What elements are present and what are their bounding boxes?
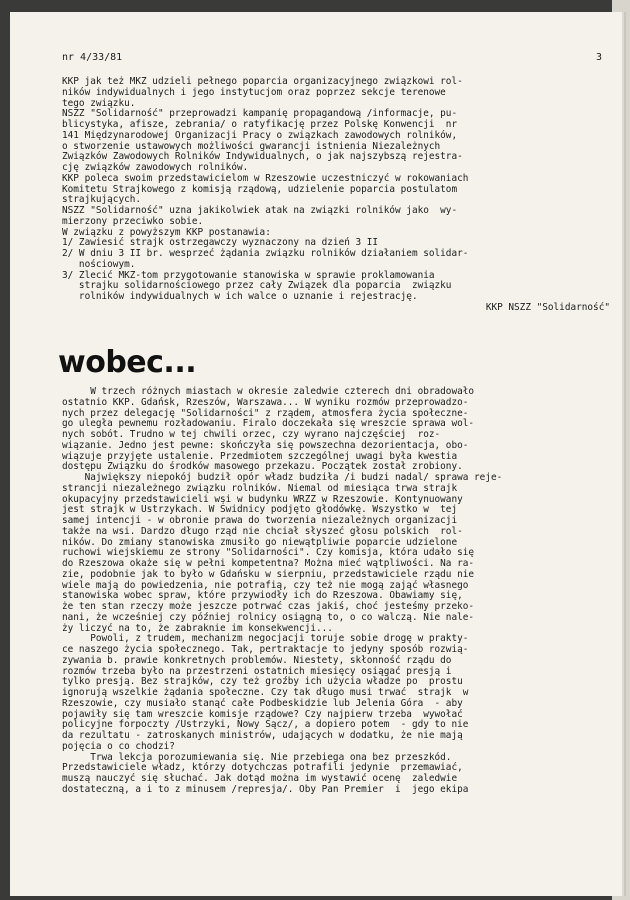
text-line: tego związku. <box>62 97 136 109</box>
text-line: dostępu Związku do środków masowego przekazu. Początek został zrobiony. <box>62 461 463 473</box>
text-line: samej intencji - w obronie prawa do tworzenia niezależnych organizacji <box>62 515 458 526</box>
text-line: da rezultatu - zatroskanych ministrów, udających w dodatku, że nie mają <box>62 730 463 741</box>
text-line: nani, że wcześniej czy później rolnicy osiągną to, o co walczą. Nie nale- <box>62 611 475 623</box>
text-line: KKP jak też MKZ udzieli pełnego poparcia organizacyjnego związkowi rol- <box>62 76 463 87</box>
text-line: 2/ W dniu 3 II br. wesprzeć żądania związku rolników działaniem solidar- <box>62 248 469 259</box>
text-line: W trzech różnych miastach w okresie zaledwie czterech dni obradowało <box>62 386 475 397</box>
text-line: strajkujących. <box>62 194 142 206</box>
text-line: Największy niepokój budził opór władz budziła /i budzi nadal/ sprawa reje- <box>62 472 503 483</box>
article-title: wobec... <box>58 345 197 380</box>
text-line: ruchowi wiejskiemu ze strony "Solidarności". Czy komisja, która udało się <box>62 547 475 559</box>
text-line: W związku z powyższym KKP postanawia: <box>62 226 271 238</box>
text-line: go uległa pewnemu rozładowaniu. Firalo doczekała się wreszcie sprawa wol- <box>62 418 475 430</box>
page-number: 3 <box>595 52 602 63</box>
text-line: ży liczyć na to, że zabraknie im konsekwencji... <box>62 622 333 634</box>
text-line: że ten stan rzeczy może jeszcze potrwać czas jakiś, choć jesteśmy przeko- <box>62 601 475 612</box>
text-line: nych przez delegację "Solidarności" z rządem, atmosfera życia społeczne- <box>62 407 469 419</box>
text-line: wiązanie. Jedno jest pewne: skończyła się powszechna dezorientacja, obo- <box>62 439 469 451</box>
text-line: Komitetu Strajkowego z komisją rządową, udzielenie poparcia postulatom <box>62 183 458 195</box>
text-line: Trwa lekcja porozumiewania się. Nie przebiega ona bez przeszkód. <box>62 751 452 763</box>
text-line: cję związków zawodowych rolników. <box>62 162 249 173</box>
text-line: do Rzeszowa okaże się w pełni kompetentna? Można mieć wątpliwości. Na ra- <box>62 558 475 569</box>
text-line: o stworzenie ustawowych możliwości gwarancji istnienia Niezależnych <box>62 140 441 152</box>
text-line: muszą nauczyć się słuchać. Jak dotąd można im wystawić ocenę zaledwie <box>62 773 458 784</box>
text-line: także na wsi. Dardzo długo rząd nie chciał słyszeć głosu polskich rol- <box>62 525 463 537</box>
text-line: nych sobót. Trudno w tej chwili orzec, czy wyrano najczęściej roz- <box>62 429 441 440</box>
text-line: rolników indywidualnych w ich walce o uznanie i rejestrację. <box>62 291 418 302</box>
text-line: pojawiły się tam wreszcie komisje rządowe? Czy najpierw trzeba wywołać <box>62 708 463 720</box>
text-line: wiązuje przyjęte ustalenie. Przedmiotem szczególnej uwagi była kwestia <box>62 450 458 462</box>
text-line: ostatnio KKP. Gdańsk, Rzeszów, Warszawa... W wyniku rozmów przeprowadzo- <box>62 396 469 408</box>
text-line: Powoli, z trudem, mechanizm negocjacji toruje sobie drogę w prakty- <box>62 633 469 645</box>
text-line: ników indywidualnych i jego instytucjom oraz poprzez sekcje terenowe <box>62 86 446 98</box>
text-line: 141 Międzynarodowej Organizacji Pracy o związkach zawodowych rolników, <box>62 129 458 141</box>
text-line: Przedstawiciele władz, którzy dotychczas potrafili jedynie przemawiać, <box>62 762 463 774</box>
page-header <box>62 52 602 66</box>
text-line: 3/ Zlecić MKZ-tom przygotowanie stanowiska w sprawie proklamowania <box>62 269 435 281</box>
text-line: 1/ Zawiesić strajk ostrzegawczy wyznaczony na dzień 3 II <box>62 237 379 249</box>
text-line: Związków Zawodowych Rolników Indywidualnych, o jak najszybszą rejestra- <box>62 151 463 163</box>
text-line: mierzony przeciwko sobie. <box>62 215 204 227</box>
article-body <box>62 387 610 796</box>
text-line: Rzeszowie, czy musiało stanąć całe Podbeskidzie lub Jelenia Góra - aby <box>62 697 463 709</box>
text-line: policyjne forpoczty /Ustrzyki, Nowy Sącz/, a dopiero potem - gdy to nie <box>62 719 469 731</box>
text-line: okupacyjny przedstawicieli wsi w budynku WRZZ w Rzeszowie. Kontynuowany <box>62 493 463 505</box>
text-line: strancji niezależnego związku rolników. Niemal od miesiąca trwa strajk <box>62 482 458 494</box>
signature: KKP NSZZ "Solidarność" <box>485 301 610 313</box>
text-line: strajku solidarnościowego przez cały Związek dla poparcia związku <box>62 280 452 292</box>
text-line: tylko presją. Bez strajków, czy też groźby ich użycia władze po prostu <box>62 676 463 688</box>
issue-number: nr 4/33/81 <box>62 52 123 63</box>
text-line: nościowym. <box>62 258 136 270</box>
text-line: wiele mają do powiedzenia, nie potrafią, czy też nie mogą zająć własnego <box>62 579 469 591</box>
text-line: ignorują wszelkie żądania społeczne. Czy tak długo musi trwać strajk w <box>62 687 469 698</box>
text-line: zie, podobnie jak to było w Gdańsku w sierpniu, przedstawiciele rządu nie <box>62 568 475 580</box>
text-line: KKP poleca swoim przedstawicielom w Rzeszowie uczestniczyć w rokowaniach <box>62 172 469 184</box>
text-line: rozmów trzeba było na przestrzeni ostatnich miesięcy osiągać presją i <box>62 665 452 677</box>
text-line: blicystyka, afisze, zebrania/ o ratyfikację przez Polskę Konwencji nr <box>62 119 458 130</box>
resolution-text <box>62 77 610 314</box>
text-line: jest strajk w Ustrzykach. W Świdnicy podjęto głodówkę. Wszystko w tej <box>62 504 458 516</box>
text-line: NSZZ "Solidarność" uzna jakikolwiek atak na związki rolników jako wy- <box>62 205 458 216</box>
text-line: ce naszego życia społecznego. Tak, pertraktacje to jedyny sposób rozwią- <box>62 644 469 655</box>
text-line: dostateczną, a i to z minusem /represja/. Oby Pan Premier i jego ekipa <box>62 783 469 795</box>
text-line: ników. Do zmiany stanowiska zmusiło go niewątpliwie poparcie udzielone <box>62 536 458 548</box>
text-line: stanowiska wobec spraw, które przywiodły ich do Rzeszowa. Obawiamy się, <box>62 590 463 602</box>
text-line: zywania b. prawie konkretnych problemów. Niestety, skłonność rządu do <box>62 654 452 666</box>
text-line: NSZZ "Solidarność" przeprowadzi kampanię propagandową /informacje, pu- <box>62 108 458 120</box>
text-line: pojęcia o co chodzi? <box>62 740 175 752</box>
